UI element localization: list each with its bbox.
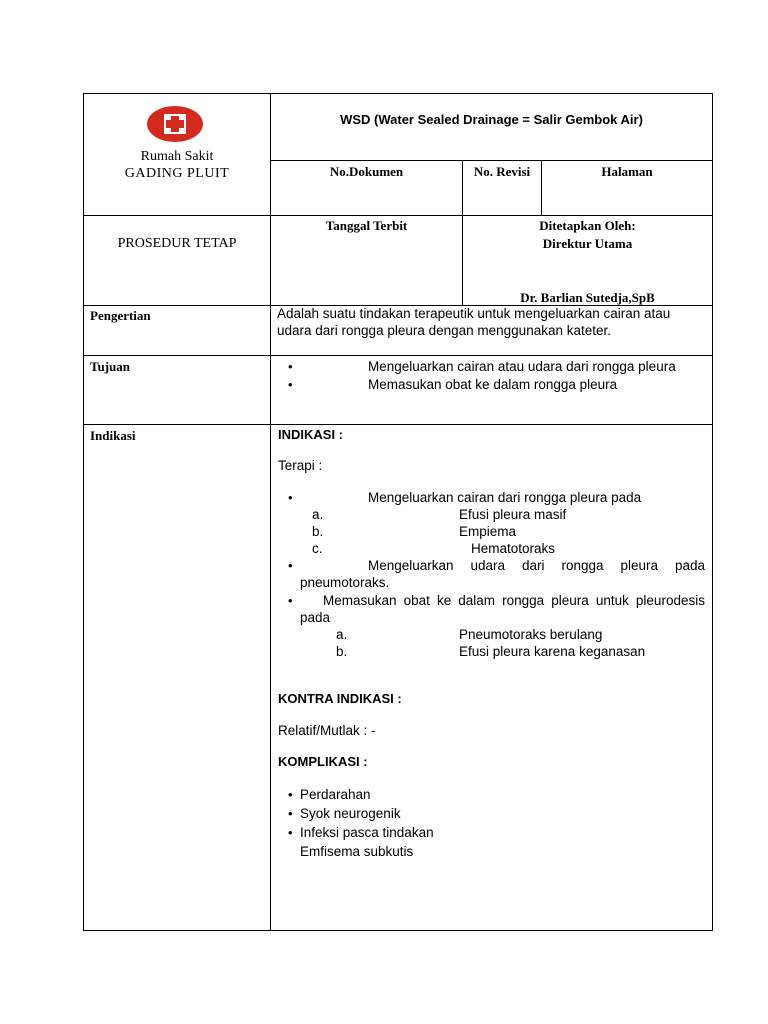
tanggal-terbit-label: Tanggal Terbit bbox=[325, 218, 408, 233]
bullet-icon: • bbox=[288, 806, 293, 821]
pengertian-text-line1: Adalah suatu tindakan terapeutik untuk mengeluarkan cairan atau bbox=[277, 306, 671, 321]
tujuan-item: Memasukan obat ke dalam rongga pleura bbox=[368, 377, 618, 392]
tujuan-label: Tujuan bbox=[90, 359, 130, 374]
bullet-icon: • bbox=[288, 787, 293, 802]
table-row-line bbox=[83, 355, 713, 356]
ditetapkan-oleh-label: Ditetapkan Oleh: bbox=[539, 218, 636, 233]
word: Memasukan bbox=[323, 593, 397, 608]
sub-item-marker: a. bbox=[312, 507, 324, 522]
sub-item-text: Pneumotoraks berulang bbox=[459, 627, 603, 642]
komplikasi-heading: KOMPLIKASI : bbox=[278, 754, 368, 769]
table-border-left bbox=[83, 93, 84, 931]
hospital-name-line2: GADING PLUIT bbox=[124, 166, 230, 181]
tujuan-item: Mengeluarkan cairan atau udara dari rongga pleura bbox=[368, 359, 676, 374]
word: dalam bbox=[458, 593, 496, 608]
pengertian-text-line2: udara dari rongga pleura dengan menggunakan kateter. bbox=[277, 323, 611, 338]
word: rongga bbox=[502, 593, 545, 608]
sub-item-marker: b. bbox=[336, 644, 348, 659]
kontra-indikasi-heading: KONTRA INDIKASI : bbox=[278, 691, 402, 706]
bullet-icon: • bbox=[288, 825, 293, 840]
kontra-indikasi-text: Relatif/Mutlak : - bbox=[278, 723, 376, 738]
word: udara bbox=[470, 558, 506, 573]
col-halaman: Halaman bbox=[601, 164, 653, 179]
document-title: WSD (Water Sealed Drainage = Salir Gembok Air) bbox=[340, 112, 643, 127]
col-no-revisi: No. Revisi bbox=[473, 164, 531, 179]
word: pleura bbox=[551, 593, 589, 608]
bullet-icon: • bbox=[288, 359, 293, 374]
indikasi-item-2-line1 bbox=[368, 558, 705, 573]
komplikasi-item-continued: Emfisema subkutis bbox=[300, 844, 414, 859]
sub-item-marker: b. bbox=[312, 524, 324, 539]
table-border-right bbox=[712, 93, 713, 931]
bullet-icon: • bbox=[288, 490, 293, 505]
word: rongga bbox=[561, 558, 604, 573]
bullet-icon: • bbox=[288, 558, 293, 573]
hospital-logo bbox=[145, 104, 205, 144]
sub-item-text: Efusi pleura masif bbox=[459, 507, 567, 522]
word: obat bbox=[403, 593, 430, 608]
word: untuk bbox=[595, 593, 629, 608]
komplikasi-item: Syok neurogenik bbox=[300, 806, 401, 821]
table-row-line bbox=[270, 160, 713, 161]
prosedur-tetap-label: PROSEDUR TETAP bbox=[117, 236, 237, 251]
direktur-utama-label: Direktur Utama bbox=[542, 236, 633, 251]
sub-item-text: Hematotoraks bbox=[471, 541, 556, 556]
word: dari bbox=[522, 558, 545, 573]
indikasi-item-3-line2: pada bbox=[300, 610, 331, 625]
word: pada bbox=[674, 558, 705, 573]
hospital-name-line1: Rumah Sakit bbox=[140, 149, 214, 164]
col-no-dokumen: No.Dokumen bbox=[329, 164, 404, 179]
table-border-bottom bbox=[83, 930, 713, 931]
signer-name: Dr. Barlian Sutedja,SpB bbox=[520, 290, 655, 305]
sub-item-marker: a. bbox=[336, 627, 348, 642]
indikasi-item-2-line2: pneumotoraks. bbox=[300, 575, 390, 590]
sub-item-text: Efusi pleura karena keganasan bbox=[459, 644, 646, 659]
word: ke bbox=[436, 593, 452, 608]
bullet-icon: • bbox=[288, 593, 293, 608]
indikasi-heading: INDIKASI : bbox=[278, 427, 343, 442]
word: Mengeluarkan bbox=[368, 558, 454, 573]
table-row-line bbox=[83, 215, 713, 216]
sub-item-text: Empiema bbox=[459, 524, 517, 539]
pengertian-label: Pengertian bbox=[90, 308, 151, 323]
table-row-line bbox=[83, 424, 713, 425]
word: pleura bbox=[620, 558, 658, 573]
word: pleurodesis bbox=[635, 593, 705, 608]
indikasi-item-3-line1 bbox=[323, 593, 705, 608]
komplikasi-item: Infeksi pasca tindakan bbox=[300, 825, 434, 840]
indikasi-item-1: Mengeluarkan cairan dari rongga pleura pada bbox=[368, 490, 642, 505]
terapi-label: Terapi : bbox=[278, 458, 323, 473]
indikasi-label: Indikasi bbox=[90, 428, 136, 443]
komplikasi-item: Perdarahan bbox=[300, 787, 371, 802]
sub-item-marker: c. bbox=[312, 541, 323, 556]
table-border-top bbox=[83, 93, 713, 94]
bullet-icon: • bbox=[288, 377, 293, 392]
